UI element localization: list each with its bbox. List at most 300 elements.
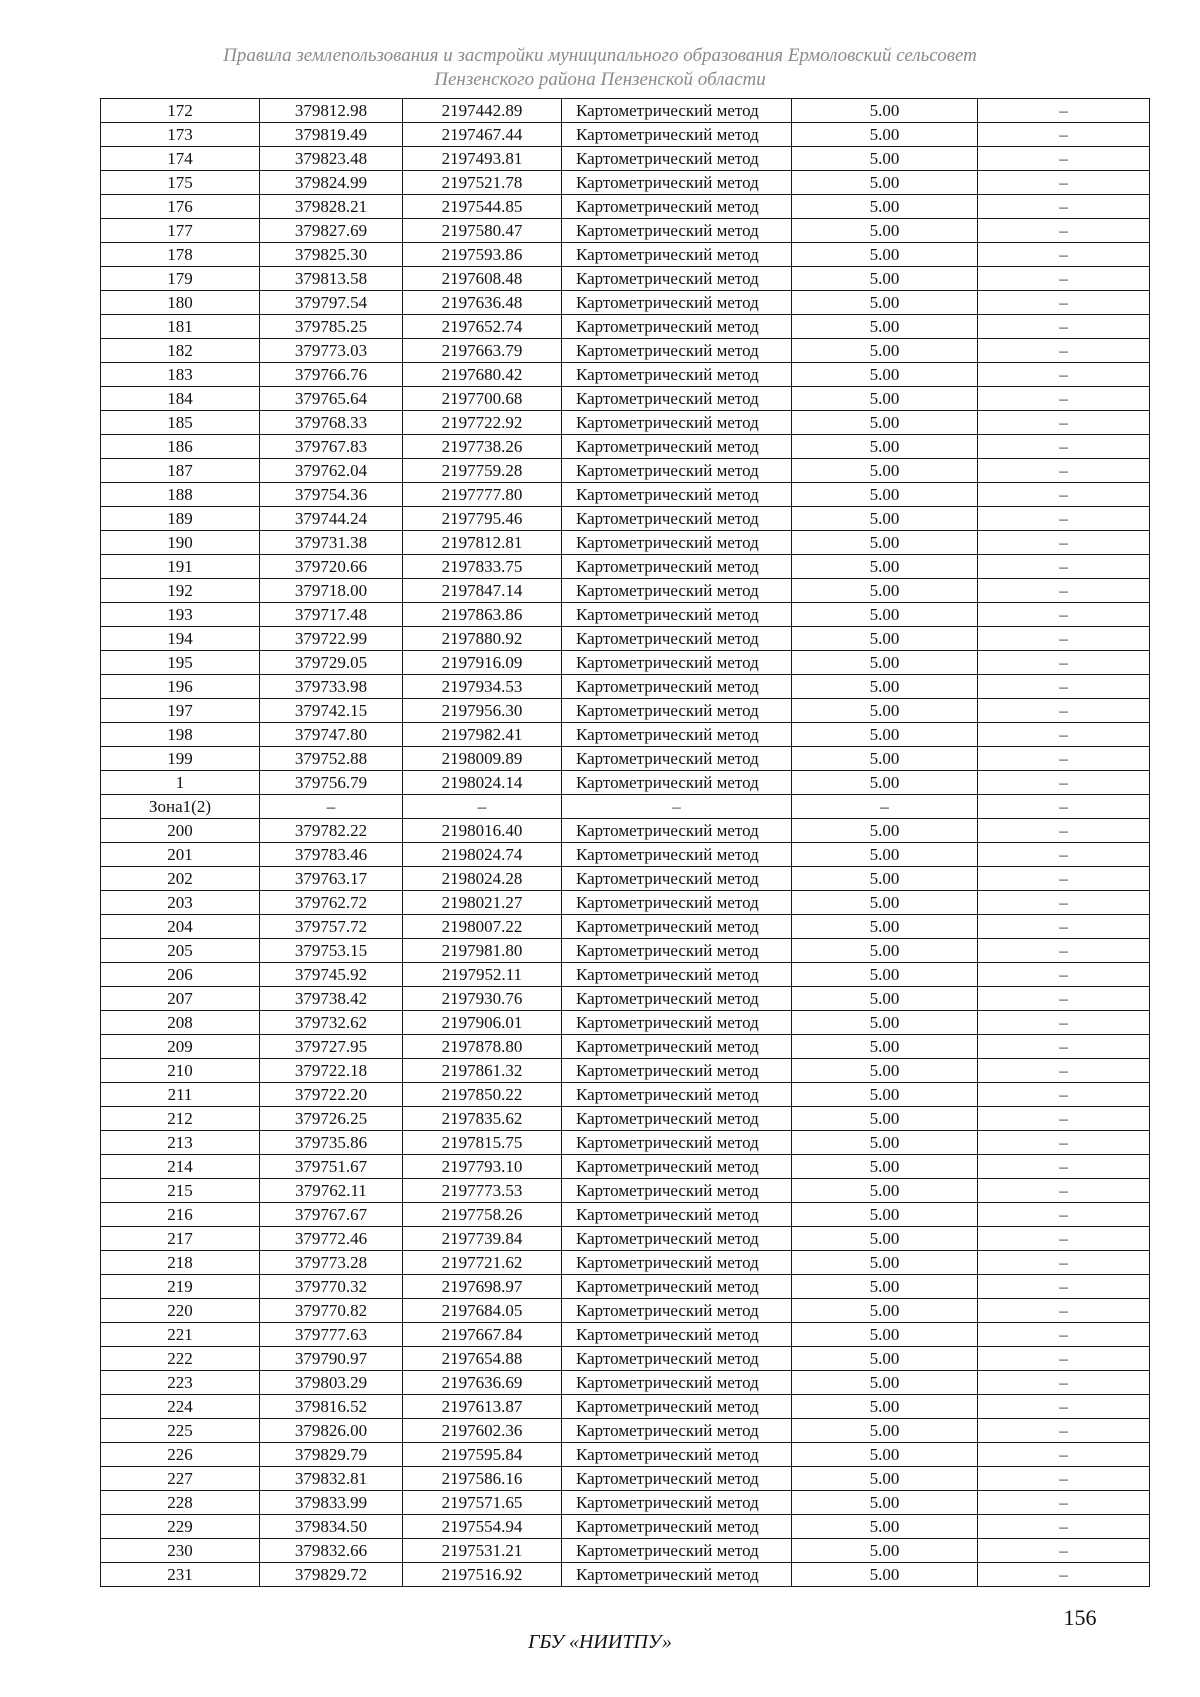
- table-row: [101, 1299, 1150, 1323]
- note-cell: –: [978, 123, 1150, 147]
- note-cell: –: [978, 795, 1150, 819]
- method-cell: Картометрический метод: [562, 147, 792, 171]
- note-cell: –: [978, 1275, 1150, 1299]
- running-header: [100, 44, 1100, 92]
- y-coordinate-cell: 2197667.84: [403, 1323, 562, 1347]
- x-coordinate-cell: –: [260, 795, 403, 819]
- x-coordinate-cell: 379757.72: [260, 915, 403, 939]
- accuracy-cell: 5.00: [792, 699, 978, 723]
- table-row: [101, 219, 1150, 243]
- table-row: [101, 891, 1150, 915]
- note-cell: –: [978, 531, 1150, 555]
- x-coordinate-cell: 379833.99: [260, 1491, 403, 1515]
- method-cell: Картометрический метод: [562, 339, 792, 363]
- accuracy-cell: 5.00: [792, 1371, 978, 1395]
- x-coordinate-cell: 379770.32: [260, 1275, 403, 1299]
- accuracy-cell: 5.00: [792, 1251, 978, 1275]
- method-cell: Картометрический метод: [562, 1299, 792, 1323]
- point-number-cell: 172: [101, 99, 260, 123]
- table-row: [101, 1539, 1150, 1563]
- method-cell: Картометрический метод: [562, 195, 792, 219]
- x-coordinate-cell: 379722.99: [260, 627, 403, 651]
- note-cell: –: [978, 1179, 1150, 1203]
- method-cell: Картометрический метод: [562, 123, 792, 147]
- method-cell: –: [562, 795, 792, 819]
- header-line-1: Правила землепользования и застройки муниципального образования Ермоловский сельсовет: [223, 45, 977, 66]
- method-cell: Картометрический метод: [562, 915, 792, 939]
- y-coordinate-cell: 2197654.88: [403, 1347, 562, 1371]
- y-coordinate-cell: 2198024.14: [403, 771, 562, 795]
- x-coordinate-cell: 379783.46: [260, 843, 403, 867]
- point-number-cell: 185: [101, 411, 260, 435]
- point-number-cell: 197: [101, 699, 260, 723]
- method-cell: Картометрический метод: [562, 99, 792, 123]
- accuracy-cell: 5.00: [792, 483, 978, 507]
- method-cell: Картометрический метод: [562, 963, 792, 987]
- x-coordinate-cell: 379782.22: [260, 819, 403, 843]
- table-row: [101, 627, 1150, 651]
- note-cell: –: [978, 1107, 1150, 1131]
- method-cell: Картометрический метод: [562, 1515, 792, 1539]
- y-coordinate-cell: 2197722.92: [403, 411, 562, 435]
- note-cell: –: [978, 339, 1150, 363]
- method-cell: Картометрический метод: [562, 1011, 792, 1035]
- accuracy-cell: 5.00: [792, 195, 978, 219]
- y-coordinate-cell: 2197863.86: [403, 603, 562, 627]
- note-cell: –: [978, 219, 1150, 243]
- x-coordinate-cell: 379762.11: [260, 1179, 403, 1203]
- accuracy-cell: 5.00: [792, 507, 978, 531]
- table-row: [101, 579, 1150, 603]
- point-number-cell: 212: [101, 1107, 260, 1131]
- accuracy-cell: 5.00: [792, 1395, 978, 1419]
- x-coordinate-cell: 379832.66: [260, 1539, 403, 1563]
- point-number-cell: 216: [101, 1203, 260, 1227]
- y-coordinate-cell: 2197571.65: [403, 1491, 562, 1515]
- note-cell: –: [978, 1371, 1150, 1395]
- accuracy-cell: 5.00: [792, 1347, 978, 1371]
- method-cell: Картометрический метод: [562, 1131, 792, 1155]
- note-cell: –: [978, 1131, 1150, 1155]
- accuracy-cell: 5.00: [792, 1131, 978, 1155]
- table-row: [101, 1155, 1150, 1179]
- point-number-cell: 191: [101, 555, 260, 579]
- note-cell: –: [978, 1491, 1150, 1515]
- table-row: [101, 1227, 1150, 1251]
- x-coordinate-cell: 379722.20: [260, 1083, 403, 1107]
- x-coordinate-cell: 379720.66: [260, 555, 403, 579]
- method-cell: Картометрический метод: [562, 363, 792, 387]
- method-cell: Картометрический метод: [562, 1155, 792, 1179]
- y-coordinate-cell: 2198016.40: [403, 819, 562, 843]
- point-number-cell: 182: [101, 339, 260, 363]
- note-cell: –: [978, 363, 1150, 387]
- point-number-cell: 229: [101, 1515, 260, 1539]
- note-cell: –: [978, 1563, 1150, 1587]
- table-row: [101, 315, 1150, 339]
- point-number-cell: 181: [101, 315, 260, 339]
- note-cell: –: [978, 1083, 1150, 1107]
- point-number-cell: 196: [101, 675, 260, 699]
- y-coordinate-cell: 2198021.27: [403, 891, 562, 915]
- method-cell: Картометрический метод: [562, 1563, 792, 1587]
- x-coordinate-cell: 379826.00: [260, 1419, 403, 1443]
- note-cell: –: [978, 195, 1150, 219]
- x-coordinate-cell: 379785.25: [260, 315, 403, 339]
- accuracy-cell: 5.00: [792, 1155, 978, 1179]
- accuracy-cell: 5.00: [792, 1515, 978, 1539]
- note-cell: –: [978, 1395, 1150, 1419]
- point-number-cell: 227: [101, 1467, 260, 1491]
- y-coordinate-cell: 2197608.48: [403, 267, 562, 291]
- x-coordinate-cell: 379765.64: [260, 387, 403, 411]
- point-number-cell: 177: [101, 219, 260, 243]
- table-row: [101, 123, 1150, 147]
- x-coordinate-cell: 379753.15: [260, 939, 403, 963]
- method-cell: Картометрический метод: [562, 219, 792, 243]
- point-number-cell: 207: [101, 987, 260, 1011]
- table-row: [101, 771, 1150, 795]
- table-row: [101, 915, 1150, 939]
- method-cell: Картометрический метод: [562, 1443, 792, 1467]
- table-row: [101, 531, 1150, 555]
- accuracy-cell: 5.00: [792, 1275, 978, 1299]
- table-row: [101, 1059, 1150, 1083]
- y-coordinate-cell: 2197812.81: [403, 531, 562, 555]
- note-cell: –: [978, 771, 1150, 795]
- x-coordinate-cell: 379717.48: [260, 603, 403, 627]
- x-coordinate-cell: 379754.36: [260, 483, 403, 507]
- point-number-cell: 215: [101, 1179, 260, 1203]
- accuracy-cell: 5.00: [792, 123, 978, 147]
- y-coordinate-cell: 2197981.80: [403, 939, 562, 963]
- note-cell: –: [978, 1419, 1150, 1443]
- point-number-cell: 210: [101, 1059, 260, 1083]
- method-cell: Картометрический метод: [562, 651, 792, 675]
- accuracy-cell: 5.00: [792, 1203, 978, 1227]
- point-number-cell: 200: [101, 819, 260, 843]
- point-number-cell: 205: [101, 939, 260, 963]
- y-coordinate-cell: 2197956.30: [403, 699, 562, 723]
- accuracy-cell: 5.00: [792, 147, 978, 171]
- accuracy-cell: 5.00: [792, 651, 978, 675]
- y-coordinate-cell: 2197721.62: [403, 1251, 562, 1275]
- method-cell: Картометрический метод: [562, 1395, 792, 1419]
- method-cell: Картометрический метод: [562, 723, 792, 747]
- method-cell: Картометрический метод: [562, 939, 792, 963]
- point-number-cell: 178: [101, 243, 260, 267]
- table-row: [101, 459, 1150, 483]
- method-cell: Картометрический метод: [562, 1419, 792, 1443]
- note-cell: –: [978, 1059, 1150, 1083]
- point-number-cell: 226: [101, 1443, 260, 1467]
- accuracy-cell: 5.00: [792, 1011, 978, 1035]
- y-coordinate-cell: 2197758.26: [403, 1203, 562, 1227]
- x-coordinate-cell: 379819.49: [260, 123, 403, 147]
- note-cell: –: [978, 579, 1150, 603]
- table-row: [101, 339, 1150, 363]
- point-number-cell: 183: [101, 363, 260, 387]
- y-coordinate-cell: 2197636.69: [403, 1371, 562, 1395]
- note-cell: –: [978, 171, 1150, 195]
- note-cell: –: [978, 507, 1150, 531]
- table-row: [101, 1203, 1150, 1227]
- accuracy-cell: 5.00: [792, 339, 978, 363]
- point-number-cell: 202: [101, 867, 260, 891]
- method-cell: Картометрический метод: [562, 1083, 792, 1107]
- note-cell: –: [978, 1515, 1150, 1539]
- note-cell: –: [978, 555, 1150, 579]
- note-cell: –: [978, 1155, 1150, 1179]
- method-cell: Картометрический метод: [562, 411, 792, 435]
- table-row: [101, 243, 1150, 267]
- y-coordinate-cell: 2197793.10: [403, 1155, 562, 1179]
- method-cell: Картометрический метод: [562, 867, 792, 891]
- accuracy-cell: 5.00: [792, 963, 978, 987]
- note-cell: –: [978, 1011, 1150, 1035]
- page-number: 156: [1063, 1605, 1097, 1630]
- note-cell: –: [978, 891, 1150, 915]
- accuracy-cell: 5.00: [792, 363, 978, 387]
- method-cell: Картометрический метод: [562, 747, 792, 771]
- y-coordinate-cell: 2197906.01: [403, 1011, 562, 1035]
- x-coordinate-cell: 379762.72: [260, 891, 403, 915]
- method-cell: Картометрический метод: [562, 843, 792, 867]
- coordinates-table: [100, 98, 1150, 1587]
- method-cell: Картометрический метод: [562, 891, 792, 915]
- accuracy-cell: 5.00: [792, 1299, 978, 1323]
- point-number-cell: 213: [101, 1131, 260, 1155]
- table-row: [101, 1515, 1150, 1539]
- note-cell: –: [978, 1203, 1150, 1227]
- y-coordinate-cell: 2197982.41: [403, 723, 562, 747]
- table-row: [101, 1419, 1150, 1443]
- method-cell: Картометрический метод: [562, 579, 792, 603]
- note-cell: –: [978, 1299, 1150, 1323]
- table-row: [101, 795, 1150, 819]
- y-coordinate-cell: 2198024.74: [403, 843, 562, 867]
- table-row: [101, 1275, 1150, 1299]
- point-number-cell: 223: [101, 1371, 260, 1395]
- method-cell: Картометрический метод: [562, 675, 792, 699]
- note-cell: –: [978, 627, 1150, 651]
- x-coordinate-cell: 379797.54: [260, 291, 403, 315]
- table-row: [101, 1251, 1150, 1275]
- note-cell: –: [978, 987, 1150, 1011]
- note-cell: –: [978, 747, 1150, 771]
- y-coordinate-cell: 2197815.75: [403, 1131, 562, 1155]
- note-cell: –: [978, 651, 1150, 675]
- x-coordinate-cell: 379726.25: [260, 1107, 403, 1131]
- accuracy-cell: 5.00: [792, 1227, 978, 1251]
- x-coordinate-cell: 379773.03: [260, 339, 403, 363]
- accuracy-cell: 5.00: [792, 1563, 978, 1587]
- x-coordinate-cell: 379827.69: [260, 219, 403, 243]
- table-row: [101, 1395, 1150, 1419]
- table-row: [101, 1035, 1150, 1059]
- table-row: [101, 1371, 1150, 1395]
- accuracy-cell: 5.00: [792, 771, 978, 795]
- method-cell: Картометрический метод: [562, 819, 792, 843]
- note-cell: –: [978, 411, 1150, 435]
- y-coordinate-cell: 2197586.16: [403, 1467, 562, 1491]
- method-cell: Картометрический метод: [562, 1107, 792, 1131]
- table-row: [101, 1563, 1150, 1587]
- table-row: [101, 699, 1150, 723]
- method-cell: Картометрический метод: [562, 1539, 792, 1563]
- method-cell: Картометрический метод: [562, 1371, 792, 1395]
- accuracy-cell: 5.00: [792, 387, 978, 411]
- point-number-cell: 1: [101, 771, 260, 795]
- x-coordinate-cell: 379766.76: [260, 363, 403, 387]
- method-cell: Картометрический метод: [562, 171, 792, 195]
- y-coordinate-cell: 2197878.80: [403, 1035, 562, 1059]
- method-cell: Картометрический метод: [562, 627, 792, 651]
- accuracy-cell: 5.00: [792, 1491, 978, 1515]
- point-number-cell: 190: [101, 531, 260, 555]
- point-number-cell: 180: [101, 291, 260, 315]
- point-number-cell: 208: [101, 1011, 260, 1035]
- y-coordinate-cell: 2197777.80: [403, 483, 562, 507]
- table-row: [101, 987, 1150, 1011]
- point-number-cell: 225: [101, 1419, 260, 1443]
- accuracy-cell: 5.00: [792, 723, 978, 747]
- table-row: [101, 1467, 1150, 1491]
- accuracy-cell: 5.00: [792, 579, 978, 603]
- footer-organization: ГБУ «НИИТПУ»: [528, 1631, 672, 1653]
- table-row: [101, 387, 1150, 411]
- table-row: [101, 1323, 1150, 1347]
- method-cell: Картометрический метод: [562, 699, 792, 723]
- note-cell: –: [978, 483, 1150, 507]
- x-coordinate-cell: 379738.42: [260, 987, 403, 1011]
- x-coordinate-cell: 379727.95: [260, 1035, 403, 1059]
- point-number-cell: 184: [101, 387, 260, 411]
- y-coordinate-cell: 2197493.81: [403, 147, 562, 171]
- accuracy-cell: 5.00: [792, 1467, 978, 1491]
- point-number-cell: 209: [101, 1035, 260, 1059]
- y-coordinate-cell: 2197738.26: [403, 435, 562, 459]
- x-coordinate-cell: 379825.30: [260, 243, 403, 267]
- accuracy-cell: 5.00: [792, 1179, 978, 1203]
- accuracy-cell: 5.00: [792, 171, 978, 195]
- y-coordinate-cell: 2198009.89: [403, 747, 562, 771]
- note-cell: –: [978, 243, 1150, 267]
- accuracy-cell: 5.00: [792, 939, 978, 963]
- y-coordinate-cell: 2197531.21: [403, 1539, 562, 1563]
- table-row: [101, 651, 1150, 675]
- note-cell: –: [978, 435, 1150, 459]
- x-coordinate-cell: 379772.46: [260, 1227, 403, 1251]
- note-cell: –: [978, 867, 1150, 891]
- table-row: [101, 675, 1150, 699]
- y-coordinate-cell: 2197698.97: [403, 1275, 562, 1299]
- note-cell: –: [978, 99, 1150, 123]
- x-coordinate-cell: 379731.38: [260, 531, 403, 555]
- point-number-cell: 231: [101, 1563, 260, 1587]
- method-cell: Картометрический метод: [562, 507, 792, 531]
- y-coordinate-cell: 2197663.79: [403, 339, 562, 363]
- accuracy-cell: 5.00: [792, 315, 978, 339]
- y-coordinate-cell: 2197861.32: [403, 1059, 562, 1083]
- y-coordinate-cell: 2197516.92: [403, 1563, 562, 1587]
- table-row: [101, 819, 1150, 843]
- method-cell: Картометрический метод: [562, 1227, 792, 1251]
- x-coordinate-cell: 379756.79: [260, 771, 403, 795]
- accuracy-cell: 5.00: [792, 1323, 978, 1347]
- x-coordinate-cell: 379816.52: [260, 1395, 403, 1419]
- accuracy-cell: 5.00: [792, 1107, 978, 1131]
- table-row: [101, 483, 1150, 507]
- note-cell: –: [978, 1227, 1150, 1251]
- accuracy-cell: 5.00: [792, 915, 978, 939]
- method-cell: Картометрический метод: [562, 1347, 792, 1371]
- y-coordinate-cell: 2197554.94: [403, 1515, 562, 1539]
- method-cell: Картометрический метод: [562, 987, 792, 1011]
- x-coordinate-cell: 379729.05: [260, 651, 403, 675]
- method-cell: Картометрический метод: [562, 1059, 792, 1083]
- accuracy-cell: 5.00: [792, 1539, 978, 1563]
- method-cell: Картометрический метод: [562, 1179, 792, 1203]
- table-row: [101, 963, 1150, 987]
- note-cell: –: [978, 147, 1150, 171]
- note-cell: –: [978, 1323, 1150, 1347]
- table-row: [101, 1011, 1150, 1035]
- accuracy-cell: 5.00: [792, 435, 978, 459]
- x-coordinate-cell: 379745.92: [260, 963, 403, 987]
- accuracy-cell: 5.00: [792, 555, 978, 579]
- x-coordinate-cell: 379742.15: [260, 699, 403, 723]
- note-cell: –: [978, 459, 1150, 483]
- y-coordinate-cell: –: [403, 795, 562, 819]
- method-cell: Картометрический метод: [562, 771, 792, 795]
- y-coordinate-cell: 2197930.76: [403, 987, 562, 1011]
- method-cell: Картометрический метод: [562, 1491, 792, 1515]
- y-coordinate-cell: 2197795.46: [403, 507, 562, 531]
- x-coordinate-cell: 379834.50: [260, 1515, 403, 1539]
- point-number-cell: 187: [101, 459, 260, 483]
- table-row: [101, 603, 1150, 627]
- method-cell: Картометрический метод: [562, 1275, 792, 1299]
- note-cell: –: [978, 387, 1150, 411]
- note-cell: –: [978, 723, 1150, 747]
- note-cell: –: [978, 699, 1150, 723]
- y-coordinate-cell: 2197602.36: [403, 1419, 562, 1443]
- accuracy-cell: 5.00: [792, 843, 978, 867]
- point-number-cell: 188: [101, 483, 260, 507]
- x-coordinate-cell: 379813.58: [260, 267, 403, 291]
- x-coordinate-cell: 379722.18: [260, 1059, 403, 1083]
- y-coordinate-cell: 2197847.14: [403, 579, 562, 603]
- point-number-cell: 217: [101, 1227, 260, 1251]
- x-coordinate-cell: 379824.99: [260, 171, 403, 195]
- x-coordinate-cell: 379752.88: [260, 747, 403, 771]
- method-cell: Картометрический метод: [562, 1203, 792, 1227]
- x-coordinate-cell: 379812.98: [260, 99, 403, 123]
- point-number-cell: 173: [101, 123, 260, 147]
- table-row: [101, 363, 1150, 387]
- point-number-cell: 221: [101, 1323, 260, 1347]
- table-row: [101, 291, 1150, 315]
- table-row: [101, 435, 1150, 459]
- x-coordinate-cell: 379803.29: [260, 1371, 403, 1395]
- x-coordinate-cell: 379762.04: [260, 459, 403, 483]
- y-coordinate-cell: 2197700.68: [403, 387, 562, 411]
- y-coordinate-cell: 2197680.42: [403, 363, 562, 387]
- method-cell: Картометрический метод: [562, 387, 792, 411]
- point-number-cell: 176: [101, 195, 260, 219]
- x-coordinate-cell: 379767.83: [260, 435, 403, 459]
